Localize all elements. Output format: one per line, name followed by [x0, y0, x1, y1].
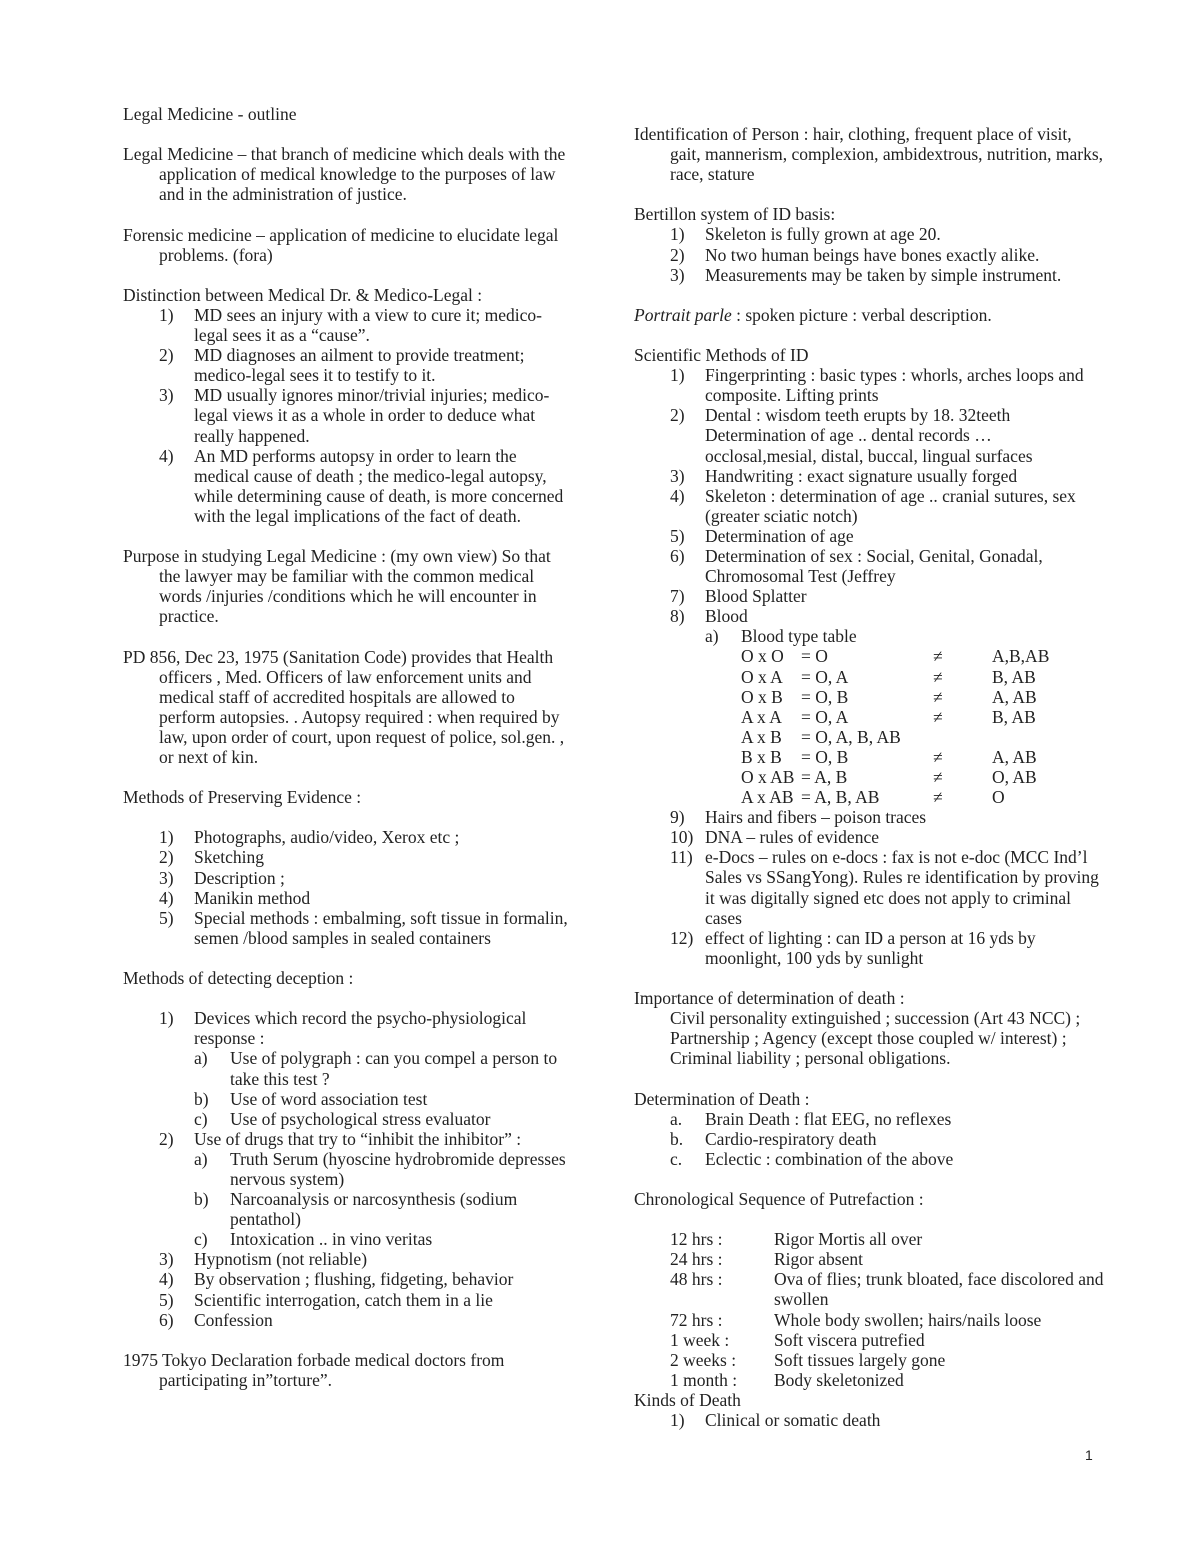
list-item: 3) Hypnotism (not reliable): [159, 1249, 368, 1270]
table-row: 2 weeks : Soft tissues largely gone: [670, 1349, 946, 1370]
deception-list: [123, 1008, 575, 1330]
list-item: 7) Blood Splatter: [670, 586, 807, 607]
list-item: 5) Special methods : embalming, soft tissue in formalin, semen /blood samples in sealed containers: [159, 907, 568, 948]
pd856-paragraph: PD 856, Dec 23, 1975 (Sanitation Code) provides that Health officers , Med. Officers of law enforcement units and medical staff of accredited hospitals are allowed to perform autopsies. . Autopsy required : when required by law, upon order of court, upon request of police, sol.gen. , or next of kin.: [123, 646, 565, 767]
list-item: 11) e-Docs – rules on e-docs : fax is not e-doc (MCC Ind’l Sales vs SSangYong). Rules re identification by proving it was digitally signed etc does not apply to criminal cases: [670, 847, 1099, 928]
list-item: a. Brain Death : flat EEG, no reflexes: [670, 1108, 952, 1129]
list-item: 1) Devices which record the psycho-physiological response : a) Use of polygraph : can you compel a person to take this test ? b) Use of word association test c) Use of psychological stress evaluator: [123, 1008, 575, 1129]
table-row: O x B = O, B ≠ A, AB: [741, 686, 1037, 707]
list-item: 4) Skeleton : determination of age .. cranial sutures, sex (greater sciatic notch): [670, 485, 1076, 526]
table-row: O x A = O, A ≠ B, AB: [741, 666, 1036, 687]
list-item: 1) Clinical or somatic death: [670, 1410, 881, 1430]
sub-list-item: c) Use of psychological stress evaluator: [194, 1108, 491, 1129]
forensic-medicine-definition: Forensic medicine – application of medicine to elucidate legal problems. (fora): [123, 224, 559, 265]
kinds-of-death-heading: Kinds of Death: [634, 1389, 741, 1410]
list-item: 2) No two human beings have bones exactly alike.: [670, 244, 1040, 265]
list-item: 3) Handwriting : exact signature usually forged: [670, 465, 1018, 486]
tokyo-declaration: 1975 Tokyo Declaration forbade medical doctors from participating in”torture”.: [123, 1349, 505, 1390]
page-number: 1: [1085, 1447, 1093, 1463]
list-item: 8) Blood a) Blood type table O x O = O ≠ A,B,AB O x A = O, A ≠ B, AB O x B = O, B ≠ A, AB A x A = O, A ≠ B, AB A x B = O, A, B, AB B x B = O, B ≠ A, AB O x AB = A, B ≠ O, AB A x AB = A, B, AB ≠ O: [634, 606, 1104, 807]
list-item: 3) MD usually ignores minor/trivial injuries; medico-legal views it as a whole in order to deduce what really happened.: [159, 385, 550, 446]
table-row: O x O = O ≠ A,B,AB: [741, 646, 1050, 667]
list-item: 1) MD sees an injury with a view to cure it; medico-legal sees it as a “cause”.: [159, 304, 542, 346]
purpose-paragraph: Purpose in studying Legal Medicine : (my own view) So that the lawyer may be familiar with the common medical words /injuries /conditions which he will encounter in practice.: [123, 546, 551, 627]
list-item: 1) Photographs, audio/video, Xerox etc ;: [159, 827, 460, 848]
sub-list: [194, 1149, 575, 1249]
kinds-of-death-list: [634, 1410, 1104, 1430]
list-item: 9) Hairs and fibers – poison traces: [670, 807, 927, 828]
portrait-parle: [634, 305, 1104, 325]
portrait-parle-definition: : spoken picture : verbal description.: [731, 304, 992, 325]
table-row: B x B = O, B ≠ A, AB: [741, 746, 1037, 767]
identification-paragraph: Identification of Person : hair, clothing, frequent place of visit, gait, mannerism, complexion, ambidextrous, nutrition, marks, race, stature: [634, 124, 1104, 185]
list-item: c. Eclectic : combination of the above: [670, 1148, 954, 1169]
sub-list-item: b) Narcoanalysis or narcosynthesis (sodium pentathol): [194, 1189, 518, 1230]
list-item: 5) Determination of age: [670, 525, 854, 546]
left-column: [123, 104, 575, 1390]
sub-list: [705, 626, 1104, 807]
sub-list-item: a) Blood type table O x O = O ≠ A,B,AB O x A = O, A ≠ B, AB O x B = O, B ≠ A, AB A x A = O, A ≠ B, AB A x B = O, A, B, AB B x B = O, B ≠ A, AB O x AB = A, B ≠ O, AB A x AB = A, B, AB ≠ O: [705, 626, 1104, 807]
list-item: 5) Scientific interrogation, catch them in a lie: [159, 1289, 493, 1310]
sub-list: [194, 1048, 575, 1128]
preserving-evidence-list: [123, 827, 575, 948]
list-item: 1) Skeleton is fully grown at age 20.: [670, 224, 941, 245]
sub-list-item: c) Intoxication .. in vino veritas: [194, 1229, 433, 1250]
list-item: 2) Use of drugs that try to “inhibit the inhibitor” : a) Truth Serum (hyoscine hydrobromide depresses nervous system) b) Narcoanalysis or narcosynthesis (sodium pentathol) c) Intoxication .. in vino veritas: [123, 1129, 575, 1250]
determination-heading: Determination of Death :: [634, 1088, 810, 1109]
sub-list-item: a) Use of polygraph : can you compel a person to take this test ?: [194, 1048, 558, 1089]
sub-list-item: a) Truth Serum (hyoscine hydrobromide depresses nervous system): [194, 1148, 566, 1189]
list-item: 2) Sketching: [159, 847, 264, 868]
list-item: 2) MD diagnoses an ailment to provide treatment; medico-legal sees it to testify to it.: [159, 345, 525, 386]
list-item: 12) effect of lighting : can ID a person at 16 yds by moonlight, 100 yds by sunlight: [670, 927, 1036, 968]
putrefaction-table: [634, 1229, 1104, 1390]
blood-type-table: [741, 646, 1104, 807]
table-row: 12 hrs : Rigor Mortis all over: [670, 1229, 923, 1250]
importance-heading: Importance of determination of death :: [634, 988, 905, 1009]
list-item: 3) Description ;: [159, 867, 285, 888]
list-item: 2) Dental : wisdom teeth erupts by 18. 32teeth Determination of age .. dental records … occlosal,mesial, distal, buccal, lingual surfaces: [670, 405, 1033, 466]
portrait-parle-term: Portrait parle: [634, 304, 732, 325]
table-row: A x B = O, A, B, AB: [741, 726, 901, 747]
deception-heading: Methods of detecting deception :: [123, 968, 354, 989]
determination-list: [634, 1109, 1104, 1169]
distinction-heading: Distinction between Medical Dr. & Medico-Legal :: [123, 284, 483, 305]
list-item: 1) Fingerprinting : basic types : whorls, arches loops and composite. Lifting prints: [670, 365, 1084, 406]
list-item: 6) Confession: [159, 1309, 273, 1330]
bertillon-heading: Bertillon system of ID basis:: [634, 204, 836, 225]
table-row: 1 month : Body skeletonized: [670, 1369, 904, 1390]
list-item: 4) An MD performs autopsy in order to learn the medical cause of death ; the medico-legal autopsy, while determining cause of death, is more concerned with the legal implications of the fact of death.: [159, 445, 564, 526]
list-item: 3) Measurements may be taken by simple instrument.: [670, 264, 1062, 285]
table-row: O x AB = A, B ≠ O, AB: [741, 767, 1037, 787]
putrefaction-heading: Chronological Sequence of Putrefaction :: [634, 1188, 924, 1209]
scientific-methods-list: [634, 365, 1104, 968]
legal-medicine-definition: Legal Medicine – that branch of medicine which deals with the application of medical knowledge to the purposes of law and in the administration of justice.: [123, 144, 566, 205]
list-item: 10) DNA – rules of evidence: [670, 827, 879, 848]
importance-text: Civil personality extinguished ; succession (Art 43 NCC) ; Partnership ; Agency (except those coupled w/ interest) ; Criminal liability ; personal obligations.: [670, 1008, 1081, 1069]
list-item: 4) Manikin method: [159, 887, 311, 908]
distinction-list: [123, 305, 575, 526]
list-item: 4) By observation ; flushing, fidgeting, behavior: [159, 1269, 514, 1290]
sub-list-item: b) Use of word association test: [194, 1088, 428, 1109]
table-row: A x AB = A, B, AB ≠ O: [741, 787, 1005, 808]
table-row: 24 hrs : Rigor absent: [670, 1249, 863, 1270]
list-item: b. Cardio-respiratory death: [670, 1128, 877, 1149]
scientific-methods-heading: Scientific Methods of ID: [634, 345, 809, 366]
right-column: [634, 124, 1104, 1430]
table-row: A x A = O, A ≠ B, AB: [741, 706, 1036, 727]
preserving-evidence-heading: Methods of Preserving Evidence :: [123, 787, 362, 808]
table-row: 1 week : Soft viscera putrefied: [670, 1329, 925, 1350]
table-row: 48 hrs : Ova of flies; trunk bloated, face discolored and swollen: [670, 1269, 1104, 1310]
list-item: 6) Determination of sex : Social, Genital, Gonadal, Chromosomal Test (Jeffrey: [670, 545, 1043, 587]
bertillon-list: [634, 224, 1104, 284]
document-title: Legal Medicine - outline: [123, 104, 297, 124]
table-row: 72 hrs : Whole body swollen; hairs/nails loose: [670, 1309, 1042, 1330]
